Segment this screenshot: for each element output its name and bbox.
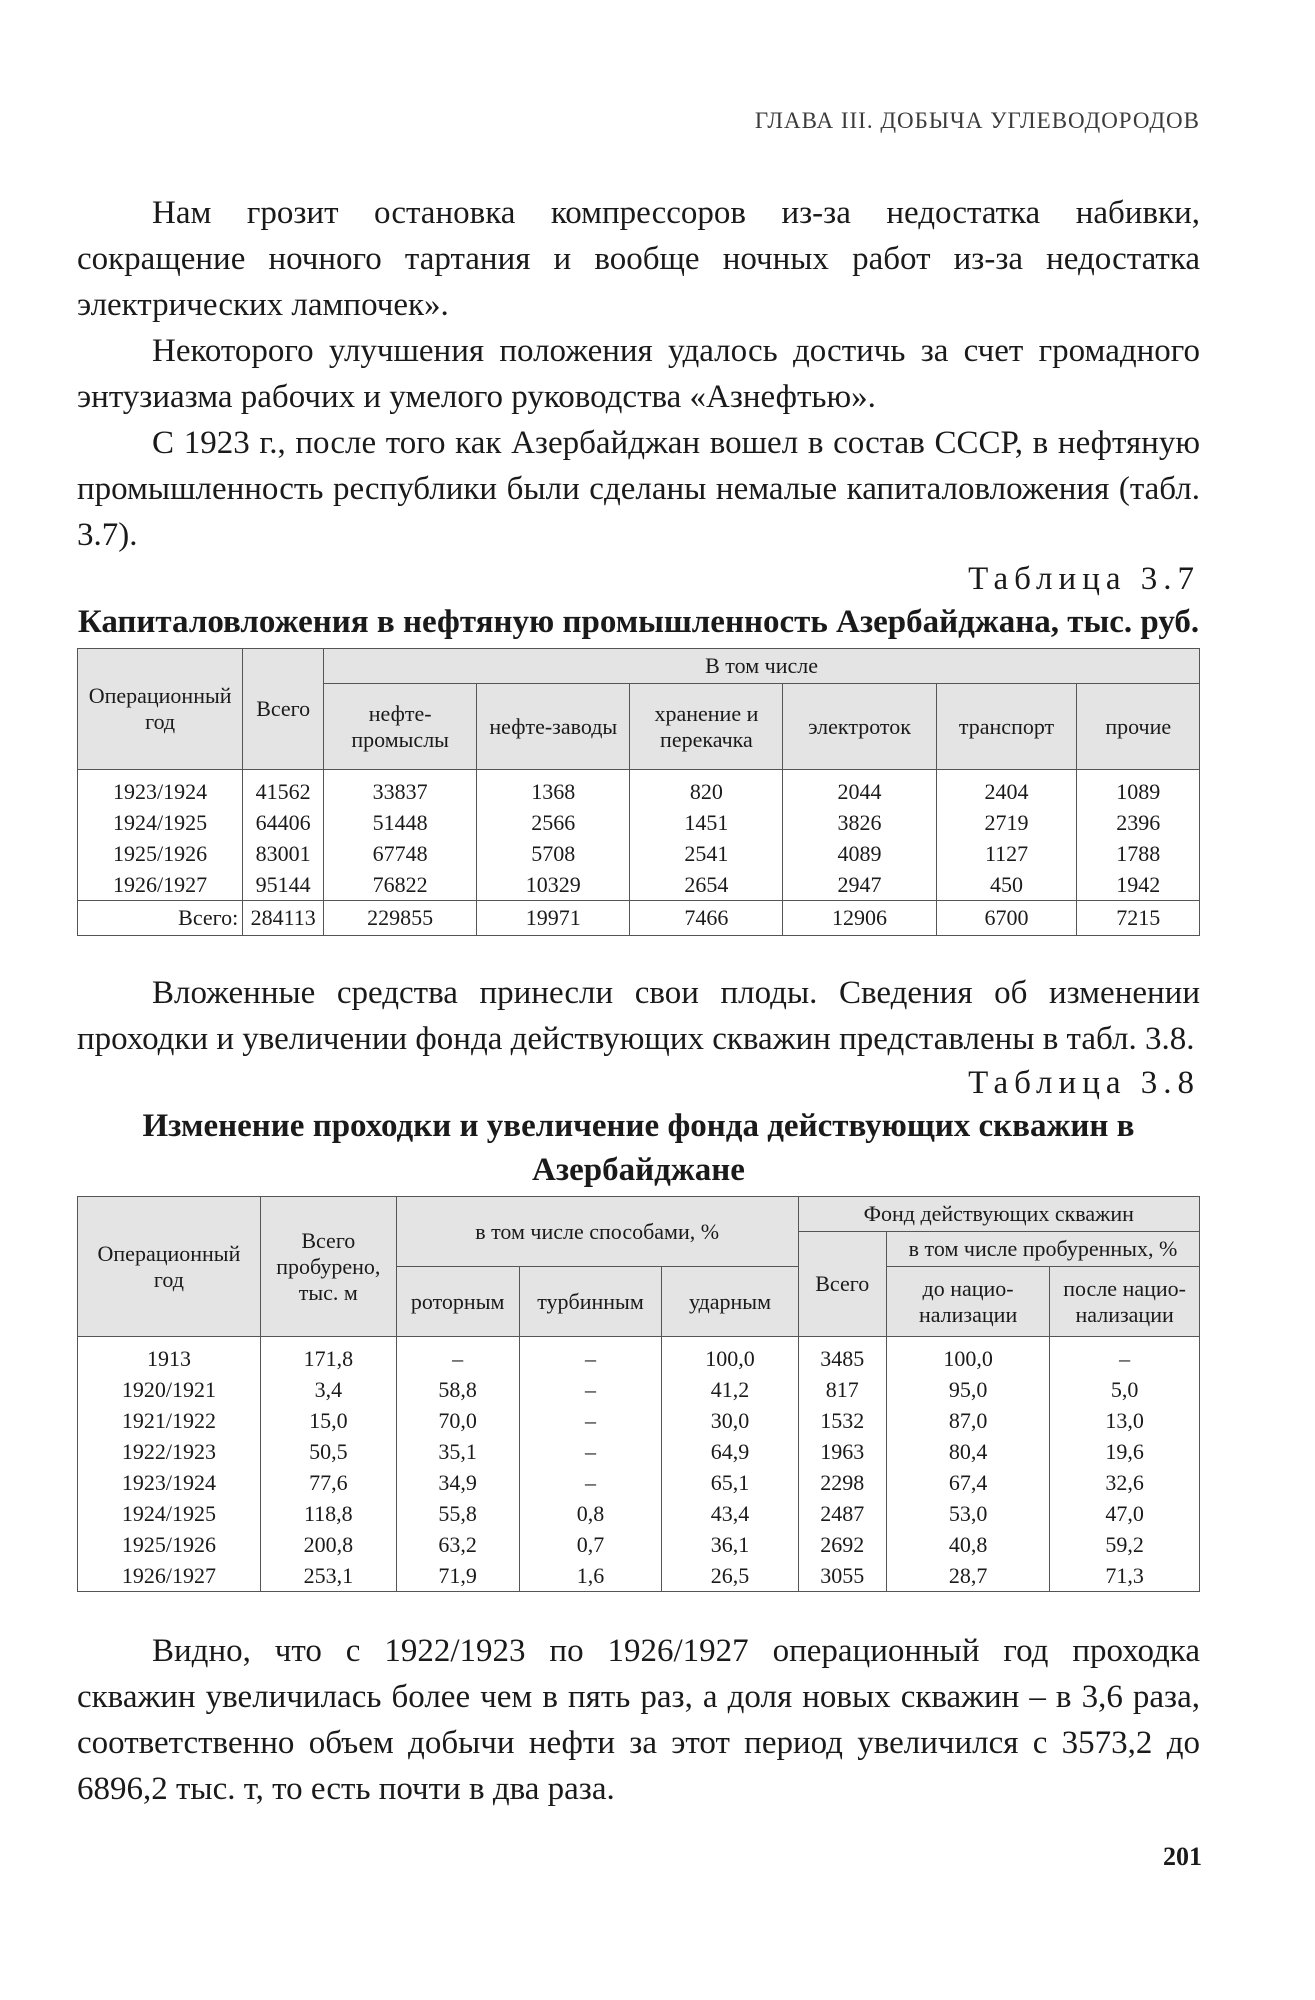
table-cell: 7466 [630, 901, 783, 936]
table-3-8 [77, 1196, 1200, 1592]
table-cell: 1921/1922 [78, 1405, 261, 1436]
paragraph: Видно, что с 1922/1923 по 1926/1927 операционный год проходка скважин увеличилась более чем в пять раз, а доля новых скважин – в 3,6 раза, соответственно объем добычи нефти за этот период увеличился с 3573,2 до 6896,2 тыс. т, то есть почти в два раза. [77, 1633, 1200, 1807]
table-cell: 1923/1924 [78, 1467, 261, 1498]
table-cell: 58,8 [396, 1374, 519, 1405]
table-label: Таблица 3.8 [968, 1065, 1200, 1101]
table-cell: 77,6 [260, 1467, 396, 1498]
table-cell: 71,3 [1050, 1560, 1200, 1592]
table-row [78, 1374, 1200, 1405]
table-cell: 13,0 [1050, 1405, 1200, 1436]
table-cell: 2692 [798, 1529, 886, 1560]
table-cell: 5,0 [1050, 1374, 1200, 1405]
table-cell: 2541 [630, 838, 783, 869]
table-cell: 253,1 [260, 1560, 396, 1592]
paragraph: Некоторого улучшения положения удалось достичь за счет громадного энтузиазма рабочих и умелого руководства «Азнефтью». [77, 333, 1200, 415]
table-cell: 3826 [783, 807, 936, 838]
table-cell: 3,4 [260, 1374, 396, 1405]
table-cell: 6700 [936, 901, 1077, 936]
col-header-after: после нацио-нализации [1050, 1267, 1200, 1337]
table-cell: 70,0 [396, 1405, 519, 1436]
table-row [78, 770, 1200, 808]
table-cell: 200,8 [260, 1529, 396, 1560]
table-cell: 1963 [798, 1436, 886, 1467]
table-row [78, 1560, 1200, 1592]
table-cell: 2566 [477, 807, 630, 838]
table-cell: 1451 [630, 807, 783, 838]
table-cell: 284113 [243, 901, 324, 936]
table-cell: 1,6 [519, 1560, 662, 1592]
table-cell: 71,9 [396, 1560, 519, 1592]
table-cell: 55,8 [396, 1498, 519, 1529]
col-header-before: до нацио-нализации [886, 1267, 1049, 1337]
table-cell: – [519, 1337, 662, 1375]
table-row [78, 1498, 1200, 1529]
table-cell: 40,8 [886, 1529, 1049, 1560]
table-cell: 63,2 [396, 1529, 519, 1560]
table-cell: 64,9 [662, 1436, 798, 1467]
table-cell: 15,0 [260, 1405, 396, 1436]
table-cell: 50,5 [260, 1436, 396, 1467]
table-cell: 51448 [324, 807, 477, 838]
table-cell: 10329 [477, 869, 630, 901]
table-cell: – [396, 1337, 519, 1375]
col-header-percussion: ударным [662, 1267, 798, 1337]
table-cell: 1788 [1077, 838, 1200, 869]
table-cell: 3055 [798, 1560, 886, 1592]
table-cell: 59,2 [1050, 1529, 1200, 1560]
col-header-total: Всего [243, 649, 324, 770]
table-cell: 80,4 [886, 1436, 1049, 1467]
table-cell: 1089 [1077, 770, 1200, 808]
table-cell: 5708 [477, 838, 630, 869]
table-cell: – [519, 1405, 662, 1436]
table-cell: 820 [630, 770, 783, 808]
table-cell: 12906 [783, 901, 936, 936]
paragraph: Нам грозит остановка компрессоров из-за недостатка набивки, сокращение ночного тартания и вообще ночных работ из-за недостатка электрических лампочек». [77, 195, 1200, 323]
col-header-rotary: роторным [396, 1267, 519, 1337]
table-cell: 1925/1926 [78, 838, 243, 869]
page-content [77, 190, 1200, 1812]
table-row [78, 1467, 1200, 1498]
col-header-sub: нефте-промыслы [324, 684, 477, 770]
table-cell: 2404 [936, 770, 1077, 808]
table-row [78, 1436, 1200, 1467]
table-cell: 19971 [477, 901, 630, 936]
col-header-methods: в том числе способами, % [396, 1197, 798, 1267]
table-cell: 67748 [324, 838, 477, 869]
table-row [78, 1405, 1200, 1436]
col-header-year: Операционный год [78, 649, 243, 770]
table-cell: 0,8 [519, 1498, 662, 1529]
table-cell: 1923/1924 [78, 770, 243, 808]
table-row [78, 807, 1200, 838]
table-cell: 47,0 [1050, 1498, 1200, 1529]
col-header-fund: Фонд действующих скважин [798, 1197, 1199, 1232]
table-row [78, 838, 1200, 869]
table-cell: 1926/1927 [78, 869, 243, 901]
table-cell: 4089 [783, 838, 936, 869]
table-cell: 64406 [243, 807, 324, 838]
table-cell: 28,7 [886, 1560, 1049, 1592]
table-cell: Всего: [78, 901, 243, 936]
table-cell: 67,4 [886, 1467, 1049, 1498]
table-cell: 2487 [798, 1498, 886, 1529]
col-header-incl-drilled: в том числе пробуренных, % [886, 1232, 1199, 1267]
table-cell: 817 [798, 1374, 886, 1405]
paragraph: С 1923 г., после того как Азербайджан вошел в состав СССР, в нефтяную промышленность республики были сделаны немалые капиталовложения (табл. 3.7). [77, 425, 1200, 553]
table-3-7 [77, 648, 1200, 936]
table-cell: 53,0 [886, 1498, 1049, 1529]
table-cell: 3485 [798, 1337, 886, 1375]
table-cell: 450 [936, 869, 1077, 901]
col-header-sub: электроток [783, 684, 936, 770]
table-cell: 41562 [243, 770, 324, 808]
col-header-drilled: Всего пробурено, тыс. м [260, 1197, 396, 1337]
paragraph: Вложенные средства принесли свои плоды. Сведения об изменении проходки и увеличении фонда действующих скважин представлены в табл. 3.8. [77, 975, 1200, 1057]
table-title: Капиталовложения в нефтяную промышленность Азербайджана, тыс. руб. [77, 604, 1200, 640]
col-header-sub: хранение и перекачка [630, 684, 783, 770]
table-cell: 30,0 [662, 1405, 798, 1436]
table-cell: 1942 [1077, 869, 1200, 901]
table-cell: 2654 [630, 869, 783, 901]
table-cell: 95144 [243, 869, 324, 901]
table-cell: – [519, 1374, 662, 1405]
running-header: ГЛАВА III. ДОБЫЧА УГЛЕВОДОРОДОВ [754, 108, 1200, 133]
table-cell: 33837 [324, 770, 477, 808]
table-cell: 1368 [477, 770, 630, 808]
table-cell: 100,0 [662, 1337, 798, 1375]
table-cell: 1127 [936, 838, 1077, 869]
table-cell: 1924/1925 [78, 807, 243, 838]
table-cell: 171,8 [260, 1337, 396, 1375]
table-cell: 118,8 [260, 1498, 396, 1529]
table-cell: 26,5 [662, 1560, 798, 1592]
table-row [78, 869, 1200, 901]
table-cell: 0,7 [519, 1529, 662, 1560]
table-cell: 36,1 [662, 1529, 798, 1560]
table-title: Изменение проходки и увеличение фонда действующих скважин в Азербайджане [142, 1108, 1135, 1188]
table-cell: 2044 [783, 770, 936, 808]
table-row [78, 1337, 1200, 1375]
table-cell: 87,0 [886, 1405, 1049, 1436]
table-cell: 1532 [798, 1405, 886, 1436]
table-cell: 43,4 [662, 1498, 798, 1529]
page-number: 201 [1163, 1842, 1202, 1871]
table-cell: 2298 [798, 1467, 886, 1498]
table-cell: 1926/1927 [78, 1560, 261, 1592]
table-cell: 1913 [78, 1337, 261, 1375]
col-header-group: В том числе [324, 649, 1200, 684]
col-header-turbine: турбинным [519, 1267, 662, 1337]
table-cell: 2396 [1077, 807, 1200, 838]
table-cell: 1922/1923 [78, 1436, 261, 1467]
table-cell: 2719 [936, 807, 1077, 838]
table-cell: 65,1 [662, 1467, 798, 1498]
table-cell: 100,0 [886, 1337, 1049, 1375]
table-cell: 1925/1926 [78, 1529, 261, 1560]
col-header-fund-total: Всего [798, 1232, 886, 1337]
table-total-row [78, 901, 1200, 936]
table-label: Таблица 3.7 [968, 561, 1200, 597]
col-header-sub: транспорт [936, 684, 1077, 770]
table-cell: 1920/1921 [78, 1374, 261, 1405]
table-cell: 2947 [783, 869, 936, 901]
table-cell: 76822 [324, 869, 477, 901]
table-cell: 34,9 [396, 1467, 519, 1498]
table-cell: 1924/1925 [78, 1498, 261, 1529]
table-cell: 19,6 [1050, 1436, 1200, 1467]
table-cell: 95,0 [886, 1374, 1049, 1405]
table-cell: 32,6 [1050, 1467, 1200, 1498]
table-cell: – [1050, 1337, 1200, 1375]
table-cell: 35,1 [396, 1436, 519, 1467]
table-cell: 83001 [243, 838, 324, 869]
table-cell: 229855 [324, 901, 477, 936]
table-cell: 41,2 [662, 1374, 798, 1405]
col-header-year: Операционный год [78, 1197, 261, 1337]
table-cell: – [519, 1436, 662, 1467]
table-row [78, 1529, 1200, 1560]
col-header-sub: прочие [1077, 684, 1200, 770]
table-cell: – [519, 1467, 662, 1498]
table-cell: 7215 [1077, 901, 1200, 936]
col-header-sub: нефте-заводы [477, 684, 630, 770]
